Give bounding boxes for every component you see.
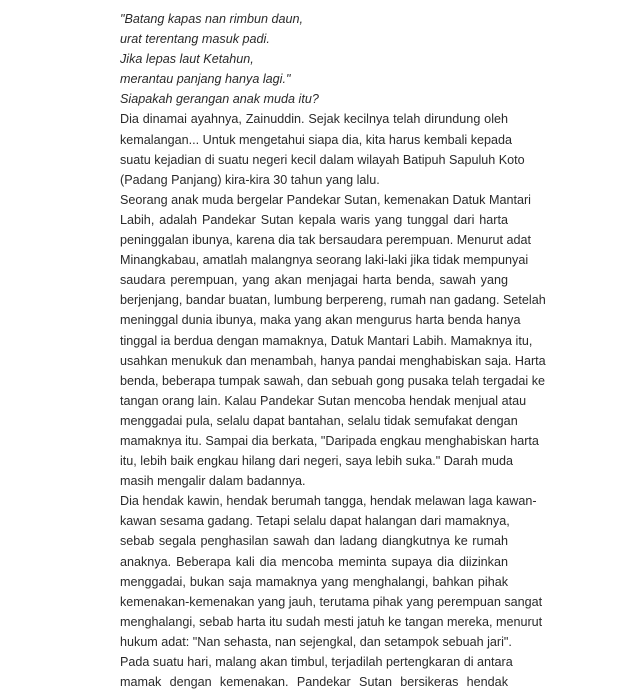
poem-line: "Batang kapas nan rimbun daun, [120,12,304,26]
text-line: (Padang Panjang) kira-kira 30 tahun yang lalu. [120,172,380,187]
text-line: mamaknya itu. Sampai dia berkata, "Daripada engkau menghabiskan harta [120,433,539,448]
poem-line: merantau panjang hanya lagi." [120,72,291,87]
document-page [120,9,546,692]
text-line: menggadai pula, selalu dapat bantahan, selalu tidak semufakat dengan [120,413,518,428]
text-line: sebab segala penghasilan sawah dan ladang diangkutnya ke rumah [120,534,508,549]
text-line: Minangkabau, amatlah malangnya seorang laki-laki jika tidak mempunyai [120,253,529,268]
text-line: benda, beberapa tumpak sawah, dan sebuah gong pusaka telah tergadai ke [120,373,546,388]
text-line: kemalangan... Untuk mengetahui siapa dia, kita harus kembali kepada [120,132,513,147]
text-line: berjenjang, bandar buatan, lumbung berpereng, rumah nan gadang. Setelah [120,293,546,308]
poem-line: urat terentang masuk padi. [120,32,270,47]
poem-line: Jika lepas laut Ketahun, [120,52,254,67]
poem-stanza [120,9,508,109]
text-line: peninggalan ibunya, karena dia tak bersaudara perempuan. Menurut adat [120,233,531,248]
poem-line: Siapakah gerangan anak muda itu? [120,92,319,107]
document-body [120,109,546,692]
text-line: Dia dinamai ayahnya, Zainuddin. Sejak kecilnya telah dirundung oleh [120,112,508,127]
text-line: hukum adat: "Nan sehasta, nan sejengkal, dan setampok sebuah jari". [120,634,512,649]
text-line: menggadai, bukan saja mamaknya yang menghalangi, bahkan pihak [120,574,508,589]
paragraph [120,652,513,692]
text-line: menghalangi, sebab harta itu sudah mesti jatuh ke tangan mereka, menurut [120,614,543,629]
text-line: Dia hendak kawin, hendak berumah tangga, hendak melawan laga kawan- [120,494,537,509]
text-line: usahkan menukuk dan menambah, hanya pandai menghabiskan saja. Harta [120,353,546,368]
text-line: kawan sesama gadang. Tetapi selalu dapat halangan dari mamaknya, [120,514,510,529]
text-line: kemenakan-kemenakan yang jauh, terutama pihak yang perempuan sangat [120,594,543,609]
text-line: tinggal ia berdua dengan mamaknya, Datuk Mantari Labih. Mamaknya itu, [120,333,533,348]
text-line: anaknya. Beberapa kali dia mencoba meminta supaya dia diizinkan [120,554,508,569]
paragraph [120,109,525,189]
text-line: masih mengalir dalam badannya. [120,474,306,489]
text-line: itu, lebih baik engkau hilang dari negeri, saya lebih suka." Darah muda [120,454,514,469]
text-line: mamak dengan kemenakan. Pandekar Sutan bersikeras hendak [120,675,508,690]
paragraph [120,190,546,491]
text-line: tangan orang lain. Kalau Pandekar Sutan mencoba hendak menjual atau [120,393,527,408]
text-line: Pada suatu hari, malang akan timbul, terjadilah pertengkaran di antara [120,655,513,669]
text-line: saudara perempuan, yang akan menjagai harta benda, sawah yang [120,273,508,288]
text-line: Seorang anak muda bergelar Pandekar Sutan, kemenakan Datuk Mantari [120,192,531,207]
text-line: suatu kejadian di suatu negeri kecil dalam wilayah Batipuh Sapuluh Koto [120,152,525,167]
text-line: meninggal dunia ibunya, maka yang akan mengurus harta benda hanya [120,313,521,328]
text-line: Labih, adalah Pandekar Sutan kepala waris yang tunggal dari harta [120,212,508,227]
paragraph [120,491,543,652]
